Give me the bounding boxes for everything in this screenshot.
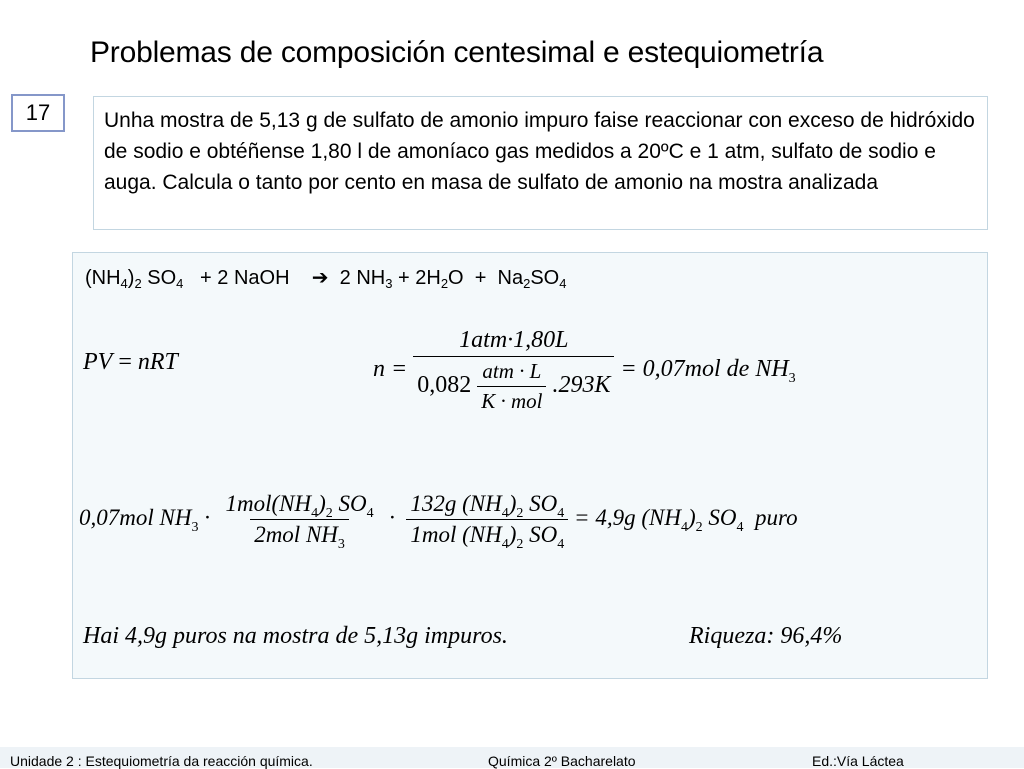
conclusion-statement: Hai 4,9g puros na mostra de 5,13g impuros. <box>83 623 508 649</box>
mass-calculation: 0,07mol $NH_3$ · $\frac{1mol(NH_4)_2 SO_4}{2mol NH_3}$ · $\frac{132g (NH_4)_2 SO_4}{1mol (NH_4)_2 SO_4}$ = 4,9g $(NH_4)_2$ $SO_4$ puro <box>79 491 798 552</box>
problem-statement: Unha mostra de 5,13 g de sulfato de amonio impuro faise reaccionar con exceso de hidróxido de sodio e obtéñense 1,80 l de amoníaco gas medidos a 20ºC e 1 atm, sulfato de sodio e auga. Calcula o tanto por cento en masa de sulfato de amonio na mostra analizada <box>93 96 988 230</box>
page-title: Problemas de composición centesimal e estequiometría <box>90 36 824 69</box>
problem-number-badge: 17 <box>11 94 65 132</box>
mole-ratio-fraction: $\frac{1mol(NH_4)_2 SO_4}{2mol NH_3}$ <box>225 491 374 552</box>
moles-calculation: n = 1atm·1,80L 0,082 $\frac{\text{atm · L}}{\text{K · mol}}$ .293K = 0,07mol de $NH_3$ <box>373 327 796 413</box>
ideal-gas-equation: PV = nRT <box>83 349 178 375</box>
molar-mass-fraction: $\frac{132g (NH_4)_2 SO_4}{1mol (NH_4)_2 SO_4}$ <box>406 491 568 548</box>
footer-unit: Unidade 2 : Estequiometría da reacción química. <box>10 753 313 769</box>
footer-course: Química 2º Bacharelato <box>488 753 636 769</box>
footer-bar <box>0 747 1024 768</box>
chemical-reaction: $(NH_4)_2$ $SO_4 + 2$ NaOH ➔ 2 $NH_3 + 2H_2O + Na_2SO_4$ <box>85 267 567 291</box>
purity-result: Riqueza: 96,4% <box>689 623 843 649</box>
footer-publisher: Ed.:Vía Láctea <box>812 753 904 769</box>
solution-panel <box>72 252 988 679</box>
moles-fraction: 1atm·1,80L 0,082 $\frac{\text{atm · L}}{\text{K · mol}}$ .293K <box>413 327 614 414</box>
reaction-arrow-icon: ➔ <box>311 267 329 289</box>
